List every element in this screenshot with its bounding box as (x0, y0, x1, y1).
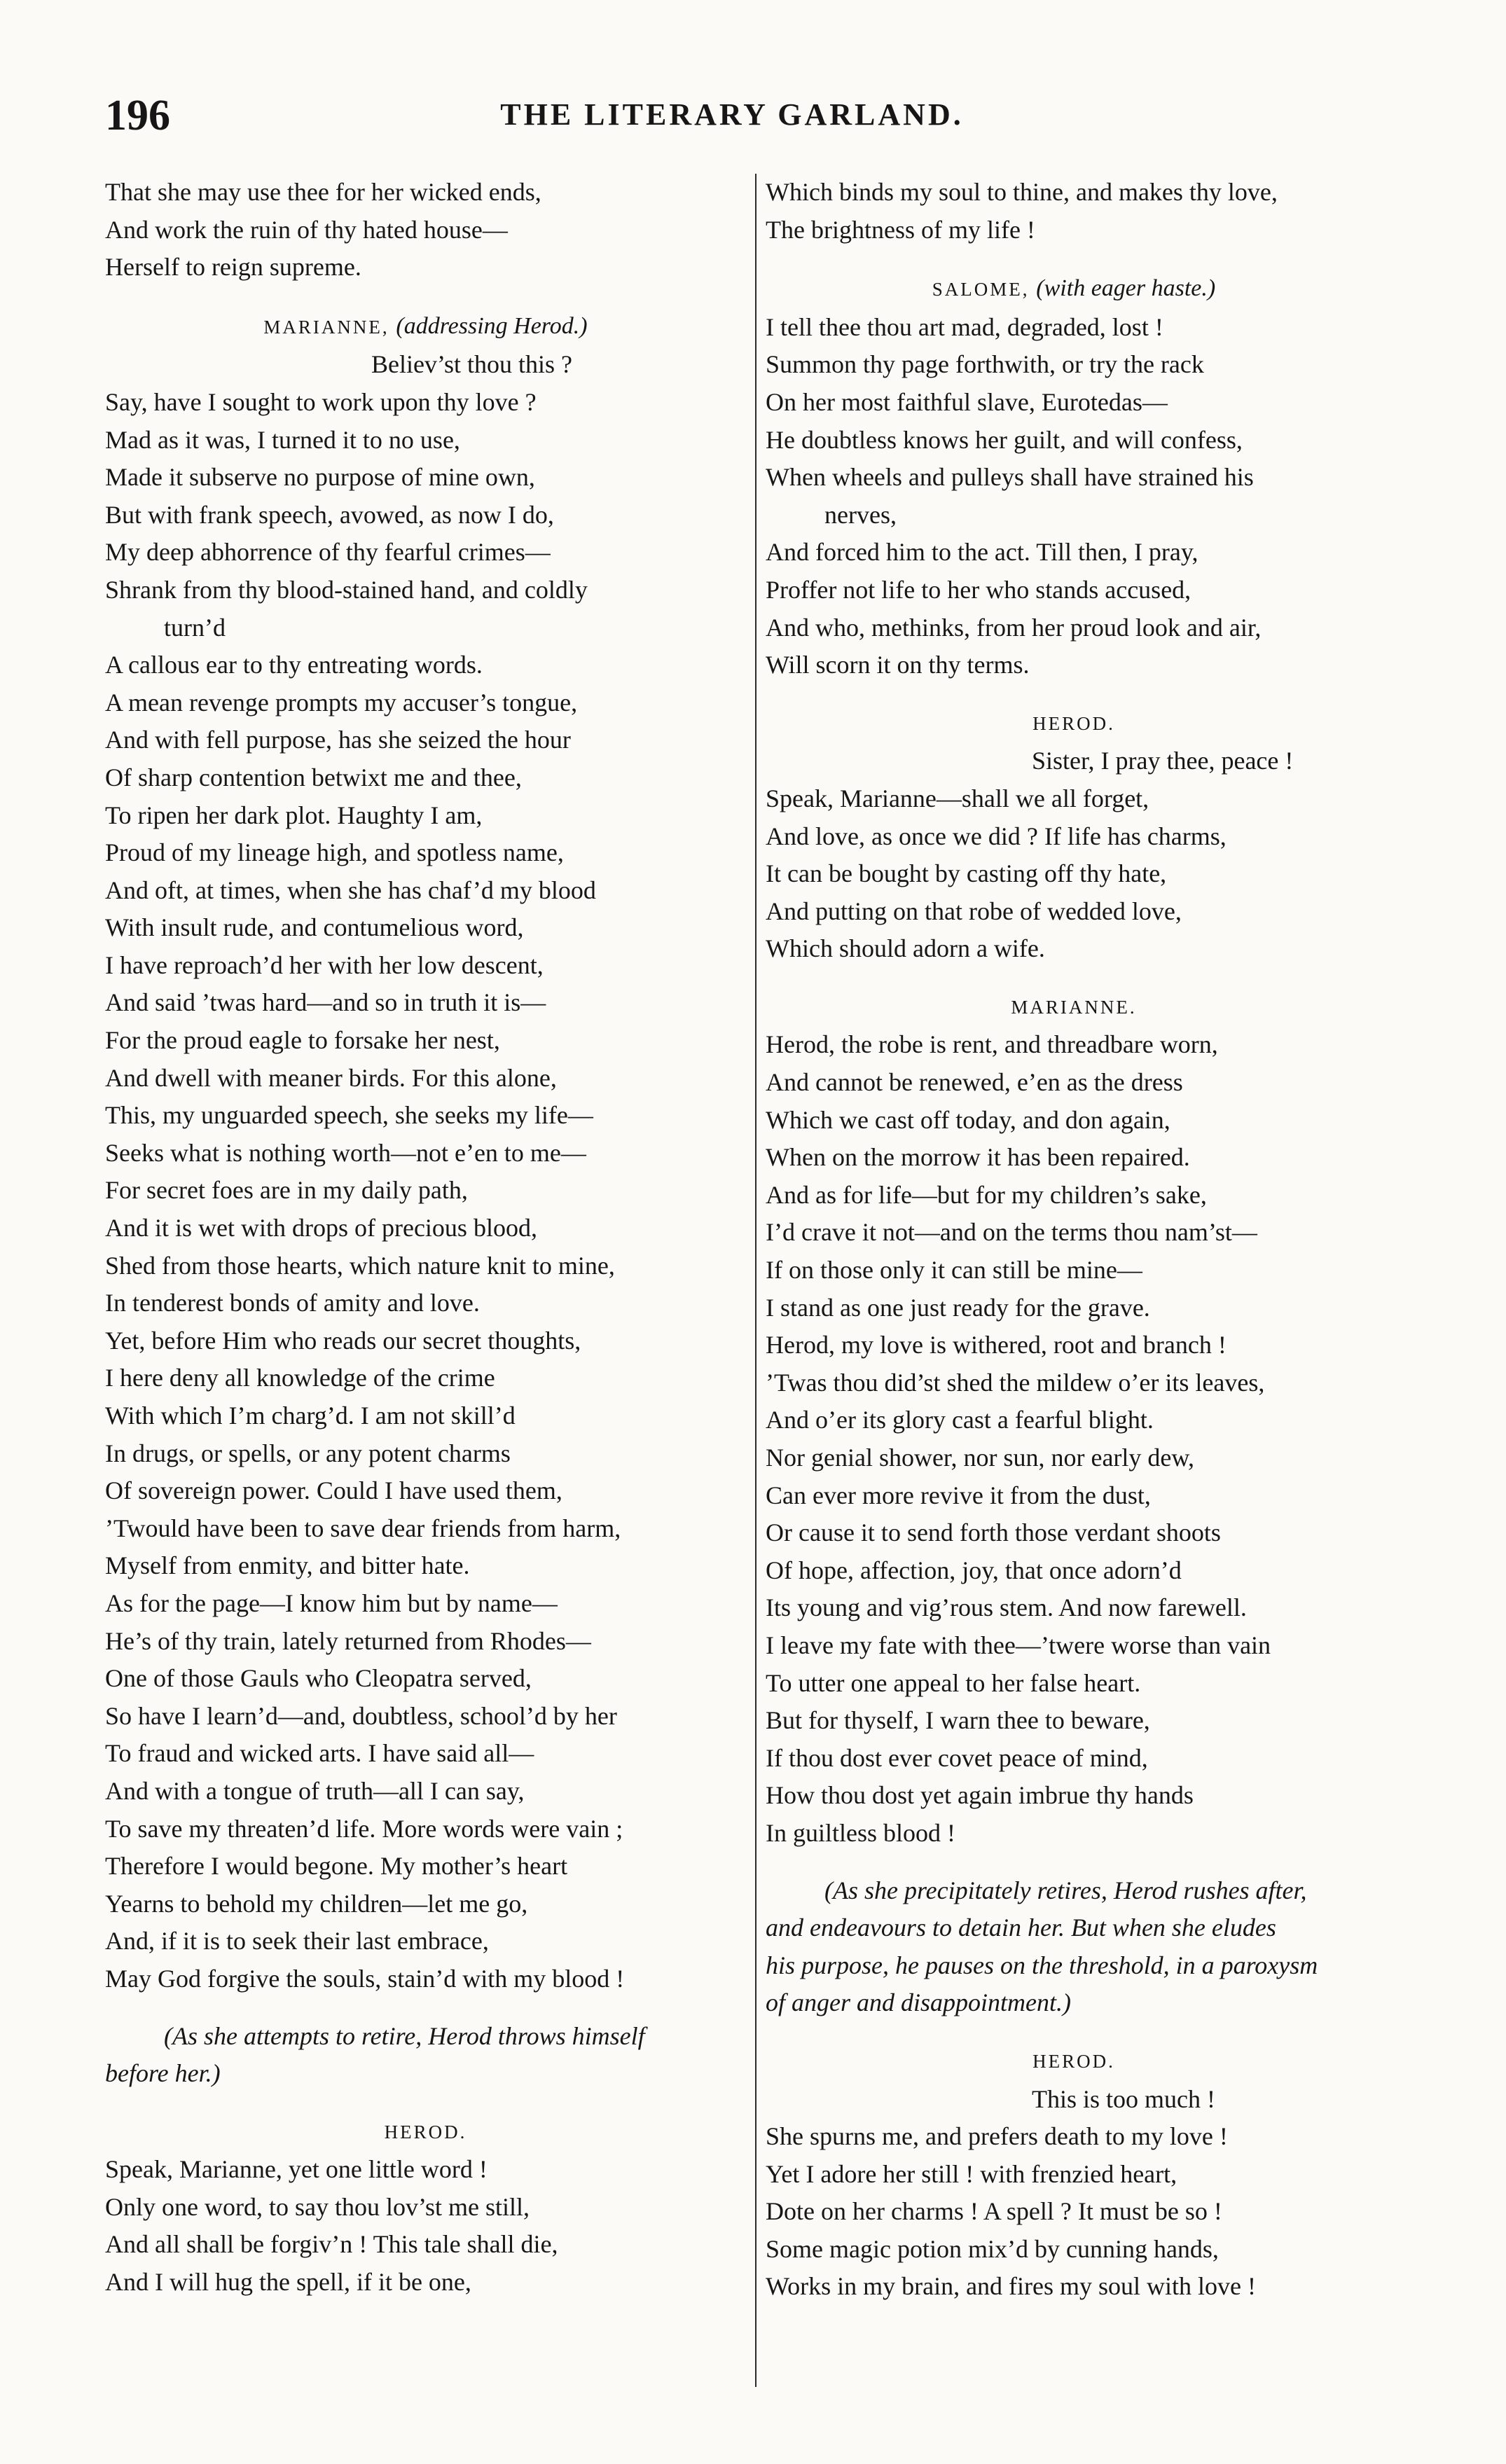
verse-line: Proud of my lineage high, and spotless name, (105, 838, 564, 867)
verse-line: Sister, I pray thee, peace ! (1032, 747, 1294, 775)
verse-line: And with fell purpose, has she seized the hour (105, 726, 571, 754)
verse-line: To utter one appeal to her false heart. (766, 1668, 1141, 1697)
verse-line: Works in my brain, and fires my soul with love ! (766, 2272, 1256, 2301)
column-divider (755, 174, 757, 2387)
verse-line: My deep abhorrence of thy fearful crimes— (105, 538, 551, 567)
running-title: THE LITERARY GARLAND. (500, 97, 964, 132)
verse-line: But with frank speech, avowed, as now I do, (105, 500, 554, 529)
verse-line: I stand as one just ready for the grave. (766, 1293, 1150, 1322)
verse-line: And work the ruin of thy hated house— (105, 215, 508, 244)
verse-line: I’d crave it not—and on the terms thou nam’st— (766, 1218, 1257, 1247)
verse-line: Some magic potion mix’d by cunning hands, (766, 2234, 1219, 2263)
verse-line: Summon thy page forthwith, or try the rack (766, 350, 1204, 379)
verse-line: She spurns me, and prefers death to my love ! (766, 2122, 1228, 2151)
stage-direction: (addressing Herod.) (396, 312, 588, 339)
verse-line: This is too much ! (1032, 2084, 1215, 2113)
stage-direction-block (105, 2018, 746, 2093)
stage-direction-line: of anger and disappointment.) (766, 1988, 1071, 2017)
verse-line: Herself to reign supreme. (105, 253, 361, 282)
verse-line: As for the page—I know him but by name— (105, 1589, 558, 1617)
speaker-name: HEROD. (384, 2121, 467, 2143)
speaker-heading (105, 2114, 746, 2152)
verse-line: Therefore I would begone. My mother’s heart (105, 1852, 568, 1881)
speaker-name: MARIANNE. (1011, 996, 1137, 1018)
speaker-heading (766, 270, 1382, 309)
stage-direction-line: (As she attempts to retire, Herod throws himself (164, 2021, 645, 2050)
verse-line: And cannot be renewed, e’en as the dress (766, 1068, 1183, 1097)
verse-line: Proffer not life to her who stands accused, (766, 575, 1191, 604)
speaker-name: SALOME, (932, 279, 1030, 300)
left-column (105, 174, 746, 2302)
verse-line: And who, methinks, from her proud look and air, (766, 613, 1262, 642)
verse-line: And all shall be forgiv’n ! This tale shall die, (105, 2230, 558, 2259)
verse-line: Nor genial shower, nor sun, nor early dew, (766, 1444, 1195, 1472)
speaker-heading (766, 989, 1382, 1027)
verse-line: May God forgive the souls, stain’d with my blood ! (105, 1964, 625, 1993)
verse-line: Speak, Marianne—shall we all forget, (766, 784, 1149, 812)
verse-line: In drugs, or spells, or any potent charms (105, 1439, 511, 1467)
verse-line: When on the morrow it has been repaired. (766, 1143, 1190, 1172)
verse-line: In tenderest bonds of amity and love. (105, 1289, 480, 1317)
verse-line: And o’er its glory cast a fearful blight. (766, 1406, 1154, 1434)
verse-line: Of sharp contention betwixt me and thee, (105, 763, 522, 791)
stage-direction-line: before her.) (105, 2059, 221, 2088)
verse-line: He doubtless knows her guilt, and will confess, (766, 425, 1243, 454)
speaker-heading (766, 2043, 1382, 2081)
speaker-heading (766, 705, 1382, 743)
verse-line: If on those only it can still be mine— (766, 1256, 1142, 1285)
verse-line: Can ever more revive it from the dust, (766, 1481, 1151, 1509)
verse-line: I have reproach’d her with her low descent, (105, 950, 544, 979)
verse-line: Say, have I sought to work upon thy love ? (105, 387, 537, 416)
verse-line: The brightness of my life ! (766, 215, 1035, 244)
page-header (105, 91, 1359, 147)
verse-line: A mean revenge prompts my accuser’s tongue, (105, 688, 578, 717)
verse-line: In guiltless blood ! (766, 1818, 955, 1847)
verse-line: On her most faithful slave, Eurotedas— (766, 387, 1168, 416)
verse-line: Mad as it was, I turned it to no use, (105, 425, 460, 454)
verse-line: If thou dost ever covet peace of mind, (766, 1743, 1148, 1772)
verse-line: When wheels and pulleys shall have strained his (766, 463, 1254, 492)
verse-line: And, if it is to seek their last embrace, (105, 1927, 489, 1956)
verse-line: It can be bought by casting off thy hate, (766, 859, 1167, 888)
verse-line: Its young and vig’rous stem. And now farewell. (766, 1593, 1247, 1622)
verse-line: Dote on her charms ! A spell ? It must be so ! (766, 2197, 1222, 2226)
verse-line: Herod, the robe is rent, and threadbare worn, (766, 1030, 1218, 1059)
verse-line: ’Twas thou did’st shed the mildew o’er its leaves, (766, 1368, 1265, 1397)
verse-line: And putting on that robe of wedded love, (766, 897, 1182, 925)
verse-line: And as for life—but for my children’s sake, (766, 1180, 1207, 1209)
speaker-name: MARIANNE, (263, 316, 389, 338)
verse-line: Made it subserve no purpose of mine own, (105, 463, 535, 492)
speaker-heading (105, 307, 746, 347)
verse-line: For secret foes are in my daily path, (105, 1176, 468, 1205)
verse-line: I tell thee thou art mad, degraded, lost ! (766, 312, 1163, 341)
verse-line: That she may use thee for her wicked ends, (105, 178, 541, 206)
verse-line: Yet I adore her still ! with frenzied heart, (766, 2159, 1177, 2188)
verse-line: This, my unguarded speech, she seeks my life— (105, 1101, 593, 1130)
verse-line: With which I’m charg’d. I am not skill’d (105, 1401, 516, 1430)
verse-line: Yearns to behold my children—let me go, (105, 1889, 528, 1918)
verse-line: And love, as once we did ? If life has charms, (766, 822, 1227, 850)
verse-line: Which we cast off today, and don again, (766, 1105, 1170, 1134)
verse-line: Which should adorn a wife. (766, 934, 1045, 963)
verse-line: Will scorn it on thy terms. (766, 651, 1030, 679)
verse-line: He’s of thy train, lately returned from Rhodes— (105, 1626, 591, 1655)
speaker-name: HEROD. (1032, 712, 1115, 734)
stage-direction-line: his purpose, he pauses on the threshold, in a paroxysm (766, 1951, 1318, 1979)
verse-line: To save my threaten’d life. More words were vain ; (105, 1814, 623, 1843)
verse-line: Myself from enmity, and bitter hate. (105, 1551, 470, 1580)
verse-line: And I will hug the spell, if it be one, (105, 2268, 471, 2297)
speaker-name: HEROD. (1032, 2050, 1115, 2072)
verse-line: ’Twould have been to save dear friends from harm, (105, 1514, 621, 1542)
verse-line: And dwell with meaner birds. For this alone, (105, 1063, 557, 1092)
right-column (766, 174, 1382, 2306)
verse-line: Of sovereign power. Could I have used them, (105, 1476, 562, 1505)
verse-line: Speak, Marianne, yet one little word ! (105, 2155, 488, 2184)
verse-line: Which binds my soul to thine, and makes thy love, (766, 178, 1278, 206)
verse-line: But for thyself, I warn thee to beware, (766, 1706, 1150, 1735)
verse-line: Herod, my love is withered, root and branch ! (766, 1331, 1227, 1359)
verse-line: Shrank from thy blood-stained hand, and coldly (105, 575, 588, 604)
verse-line: With insult rude, and contumelious word, (105, 913, 524, 942)
verse-line: I leave my fate with thee—’twere worse than vain (766, 1631, 1271, 1659)
verse-line: And oft, at times, when she has chaf’d my blood (105, 875, 596, 904)
verse-line: And forced him to the act. Till then, I pray, (766, 538, 1198, 567)
verse-line: Of hope, affection, joy, that once adorn’d (766, 1556, 1182, 1584)
verse-line: To ripen her dark plot. Haughty I am, (105, 801, 483, 829)
verse-line: And it is wet with drops of precious blood, (105, 1214, 537, 1243)
verse-line: Believ’st thou this ? (371, 350, 572, 379)
verse-line: For the proud eagle to forsake her nest, (105, 1026, 500, 1055)
verse-line: Yet, before Him who reads our secret thoughts, (105, 1326, 581, 1355)
stage-direction-line: and endeavours to detain her. But when she eludes (766, 1913, 1276, 1942)
verse-line: I here deny all knowledge of the crime (105, 1364, 495, 1392)
verse-line: And said ’twas hard—and so in truth it is— (105, 988, 546, 1017)
verse-line: turn’d (164, 613, 226, 642)
verse-line: nerves, (824, 500, 897, 529)
verse-line: Shed from those hearts, which nature knit to mine, (105, 1251, 615, 1280)
verse-line: So have I learn’d—and, doubtless, school’d by her (105, 1701, 617, 1730)
verse-line: One of those Gauls who Cleopatra served, (105, 1664, 532, 1693)
verse-line: How thou dost yet again imbrue thy hands (766, 1781, 1194, 1810)
verse-line: Only one word, to say thou lov’st me still, (105, 2192, 530, 2221)
verse-line: Seeks what is nothing worth—not e’en to me— (105, 1138, 586, 1167)
verse-line: A callous ear to thy entreating words. (105, 651, 483, 679)
verse-line: To fraud and wicked arts. I have said all— (105, 1739, 534, 1768)
page-number: 196 (105, 92, 170, 139)
stage-direction-line: (As she precipitately retires, Herod rushes after, (824, 1876, 1307, 1904)
stage-direction: (with eager haste.) (1036, 275, 1216, 302)
verse-line: And with a tongue of truth—all I can say, (105, 1776, 525, 1805)
stage-direction-block (766, 1872, 1382, 2022)
verse-line: Or cause it to send forth those verdant shoots (766, 1518, 1221, 1547)
